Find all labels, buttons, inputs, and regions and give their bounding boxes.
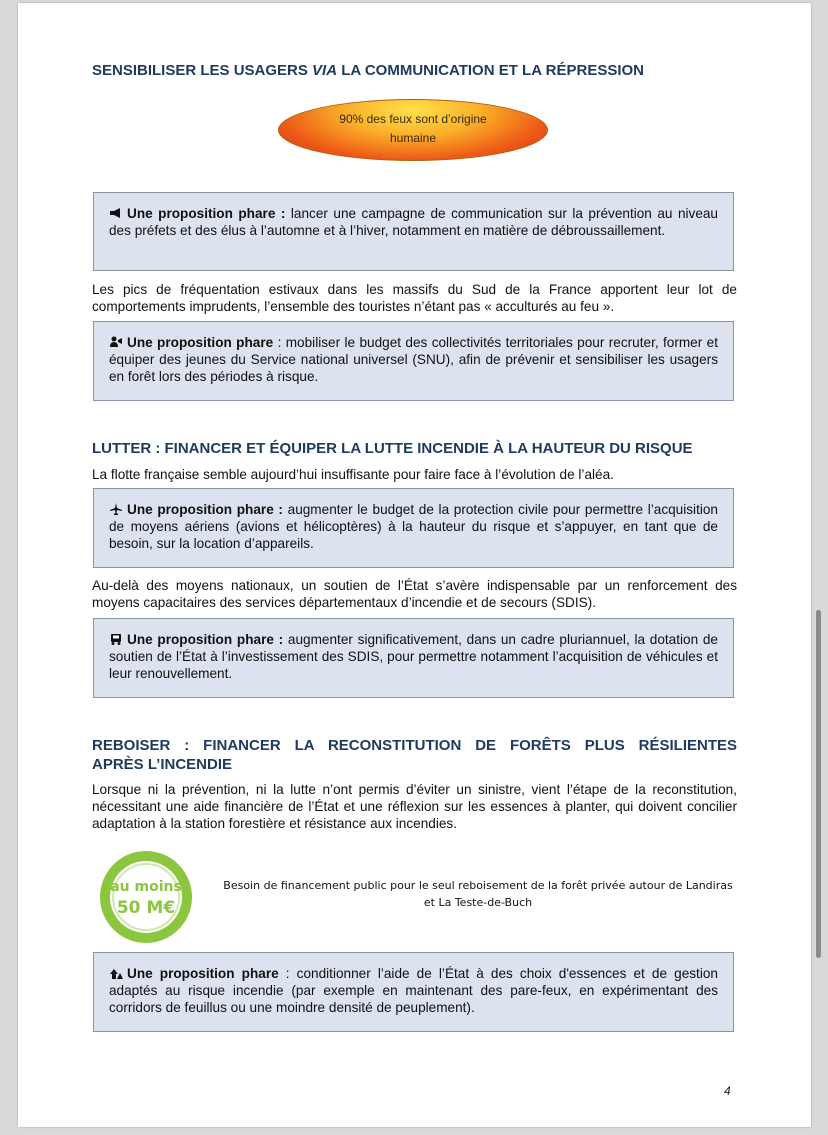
airplane-icon [109,503,123,515]
paragraph: Lorsque ni la prévention, ni la lutte n’ont permis d’éviter un sinistre, vient l’étape de la reconstitution, nécessitant une aide financière de l’État et une réflexion sur les essences à planter, qui doivent concilier adaptation à la station forestière et résistance aux incendies. [92,782,737,831]
badge-line2: 50 M€ [116,898,176,918]
statistic-callout: 90% des feux sont d’origine humaine [278,99,548,161]
proposal-box: Une proposition phare : lancer une campagne de communication sur la prévention au niveau des préfets et des élus à l’automne et à l’hiver, notamment en matière de débroussaillement. [93,192,734,271]
funding-badge-circle [96,847,196,947]
proposal-box: Une proposition phare : augmenter le budget de la protection civile pour permettre l’acquisition de moyens aériens (avions et hélicoptères) à la hauteur du risque et s’appuyer, en tant que de besoin, sur la location d’appareils. [93,488,734,568]
badge-caption: Besoin de financement public pour le seul reboisement de la forêt privée autour de Landiras et La Teste-de-Buch [223,879,733,909]
tree-planting-icon [109,967,123,979]
scrollbar[interactable] [816,610,821,958]
fire-truck-icon [109,633,123,645]
section-title-lutter: LUTTER : FINANCER ET ÉQUIPER LA LUTTE INCENDIE À LA HAUTEUR DU RISQUE [92,440,693,457]
document-page [18,3,811,1127]
volunteer-icon [109,336,123,348]
proposal-box: Une proposition phare : augmenter significativement, dans un cadre pluriannuel, la dotation de soutien de l’État à l’investissement des SDIS, pour permettre notamment l’acquisition de véhicules et leur renouvellement. [93,618,734,698]
paragraph: La flotte française semble aujourd’hui insuffisante pour faire face à l’évolution de l’aléa. [92,467,614,482]
section-title-sensibiliser: SENSIBILISER LES USAGERS VIA LA COMMUNICATION ET LA RÉPRESSION [92,62,645,79]
badge-line1: au moins [110,879,182,895]
megaphone-icon [109,207,123,219]
paragraph: Au-delà des moyens nationaux, un soutien de l’État s’avère indispensable par un renforcement des moyens capacitaires des services départementaux d’incendie et de secours (SDIS). [92,578,737,610]
funding-badge [96,847,196,947]
proposal-box: Une proposition phare : conditionner l’aide de l’État à des choix d'essences et de gestion adaptés au risque incendie (par exemple en maintenant des pare-feux, en expérimentant des corridors de feuillus ou une moindre densité de peuplement). [93,952,734,1032]
section-title-reboiser-line2: APRÈS L’INCENDIE [92,756,233,773]
page-number: 4 [724,1084,731,1098]
paragraph: Les pics de fréquentation estivaux dans les massifs du Sud de la France apportent leur lot de comportements imprudents, l’ensemble des touristes n’étant pas « acculturés au feu ». [92,282,737,314]
proposal-box: Une proposition phare : mobiliser le budget des collectivités territoriales pour recruter, former et équiper des jeunes du Service national universel (SNU), afin de prévenir et sensibiliser les usagers en forêt lors des périodes à risque. [93,321,734,401]
section-title-reboiser: REBOISER : FINANCER LA RECONSTITUTION DE FORÊTS PLUS RÉSILIENTES [92,737,737,754]
